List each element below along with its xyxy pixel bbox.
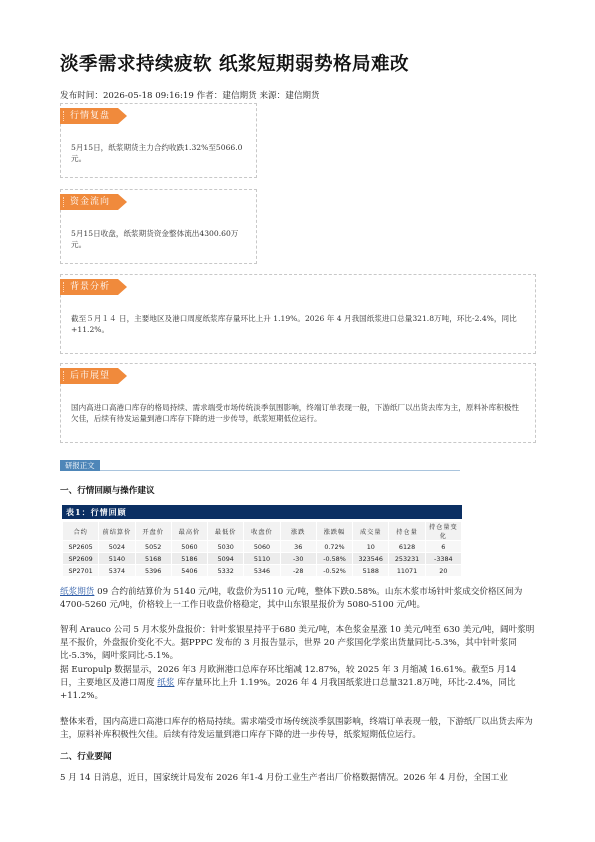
table-cell: 5060 (244, 541, 280, 553)
table-cell: -30 (280, 553, 316, 565)
table-title: 表1：行情回顾 (62, 505, 462, 519)
pulp-link[interactable]: 纸浆 (157, 678, 175, 688)
table-header-cell: 最高价 (171, 522, 207, 541)
table-header-cell: 合约 (63, 522, 99, 541)
table-cell: 20 (425, 565, 461, 577)
table-cell: 5406 (171, 565, 207, 577)
publish-meta: 发布时间：2026-05-18 09:16:19 作者：建信期货 来源：建信期货 (60, 91, 320, 101)
section2-title: 二、行业要闻 (60, 752, 112, 762)
market-review-text: 5月15日，纸浆期货主力合约收跌1.32%至5066.0元。 (71, 143, 243, 163)
table-cell: 11071 (389, 565, 425, 577)
table-cell: 5140 (99, 553, 135, 565)
table-row (63, 541, 462, 553)
table-cell: 5024 (99, 541, 135, 553)
table-cell: 5186 (171, 553, 207, 565)
table-header-cell: 前结算价 (99, 522, 135, 541)
outlook-tag: 后市展望 (60, 368, 118, 384)
table-cell: 6 (425, 541, 461, 553)
background-box (60, 274, 536, 354)
table-header-cell: 涨跌幅 (316, 522, 352, 541)
table-cell: 5094 (208, 553, 244, 565)
market-review-box (60, 103, 257, 178)
pulp-futures-link[interactable]: 纸浆期货 (60, 587, 95, 597)
paragraph-3-text-b: 库存量环比上升 1.19%。2026 年 4 月我国纸浆进口总量321.8万吨，环比-2.4%，同比+11.2%。 (60, 678, 516, 701)
table-header-row (63, 522, 462, 541)
table-cell: SP2701 (63, 565, 99, 577)
table-cell: 5168 (135, 553, 171, 565)
paragraph-1-text: 09 合约前结算价为 5140 元/吨，收盘价为5110 元/吨，整体下跌0.58%。山东木浆市场针叶浆成交价格区间为4700-5260 元/吨，价格较上一工作日收盘价格稳定，其中山东银星报价为 5080-5100 元/吨。 (60, 587, 523, 610)
market-review-tag: 行情复盘 (60, 108, 118, 124)
table-cell: SP2605 (63, 541, 99, 553)
paragraph-3-text-a: 据 Europulp 数据显示，2026 年3 月欧洲港口总库存环比缩减 12.87%，较 2025 年 3 月缩减 16.61%。截至5 月14 日，主要地区及港口周度 (60, 665, 517, 688)
table-cell: 5374 (99, 565, 135, 577)
section1-title: 一、行情回顾与操作建议 (60, 486, 155, 496)
section-tag-bar (60, 461, 460, 471)
table-cell: 323546 (353, 553, 389, 565)
capital-flow-box (60, 189, 257, 264)
capital-flow-text: 5月15日收盘，纸浆期货资金整体流出4300.60万元。 (71, 229, 239, 249)
table-header-cell: 最低价 (208, 522, 244, 541)
table-header-cell: 开盘价 (135, 522, 171, 541)
outlook-text: 国内高进口高港口库存的格局持续、需求端受市场传统淡季氛围影响，终端订单表现一般，下游纸厂以出货去库为主，原料补库积极性欠佳，后续有待发运量到港口库存下降的进一步传导，纸浆短期低位运行。 (71, 403, 520, 423)
table-cell: 36 (280, 541, 316, 553)
table-header-cell: 收盘价 (244, 522, 280, 541)
table-cell: -28 (280, 565, 316, 577)
table-cell: 0.72% (316, 541, 352, 553)
table-header-cell: 持仓量 (389, 522, 425, 541)
table-cell: 5052 (135, 541, 171, 553)
table-row (63, 553, 462, 565)
background-tag: 背景分析 (60, 279, 118, 295)
table-cell: 5110 (244, 553, 280, 565)
paragraph-3 (60, 664, 536, 703)
table-cell: -0.52% (316, 565, 352, 577)
market-table (62, 521, 462, 577)
table-cell: 6128 (389, 541, 425, 553)
table-cell: 253231 (389, 553, 425, 565)
section-tag: 研报正文 (60, 460, 100, 471)
table-cell: 5396 (135, 565, 171, 577)
table-header-cell: 涨跌 (280, 522, 316, 541)
table-cell: 5060 (171, 541, 207, 553)
table-cell: 5346 (244, 565, 280, 577)
paragraph-5: 5 月 14 日消息，近日，国家统计局发布 2026 年1-4 月份工业生产者出厂价格数据情况。2026 年 4 月份，全国工业 (60, 773, 508, 783)
table-cell: 5188 (353, 565, 389, 577)
page-title: 淡季需求持续疲软 纸浆短期弱势格局难改 (60, 54, 409, 75)
background-text: 截至５月１４ 日，主要地区及港口周度纸浆库存量环比上升 1.19%。2026 年 4 月我国纸浆进口总量321.8万吨，环比-2.4%，同比+11.2%。 (71, 314, 517, 334)
table-header-cell: 成交量 (353, 522, 389, 541)
table-cell: 10 (353, 541, 389, 553)
table-header-cell: 持仓量变化 (425, 522, 461, 541)
paragraph-1 (60, 586, 536, 612)
paragraph-2: 智利 Arauco 公司 5 月木浆外盘报价：针叶浆银星持平于680 美元/吨，本色浆金星涨 10 美元/吨至 630 美元/吨，阔叶浆明星不报价，外盘报价变化不大。据PPPC 发布的 3 月报告显示，世界 20 产浆国化学浆出货量同比-5.3%，其中针叶浆同比-5.3%，阔叶浆同比-5.1%。 (60, 625, 535, 661)
table-cell: 5332 (208, 565, 244, 577)
table-cell: -0.58% (316, 553, 352, 565)
table-cell: -3384 (425, 553, 461, 565)
table-cell: 5030 (208, 541, 244, 553)
outlook-box (60, 363, 536, 443)
paragraph-4: 整体来看，国内高进口高港口库存的格局持续。需求端受市场传统淡季氛围影响，终端订单表现一般，下游纸厂以出货去库为主，原料补库积极性欠佳。后续有待发运量到港口库存下降的进一步传导，纸浆短期低位运行。 (60, 717, 533, 740)
table-cell: SP2609 (63, 553, 99, 565)
table-row (63, 565, 462, 577)
capital-flow-tag: 资金流向 (60, 194, 118, 210)
